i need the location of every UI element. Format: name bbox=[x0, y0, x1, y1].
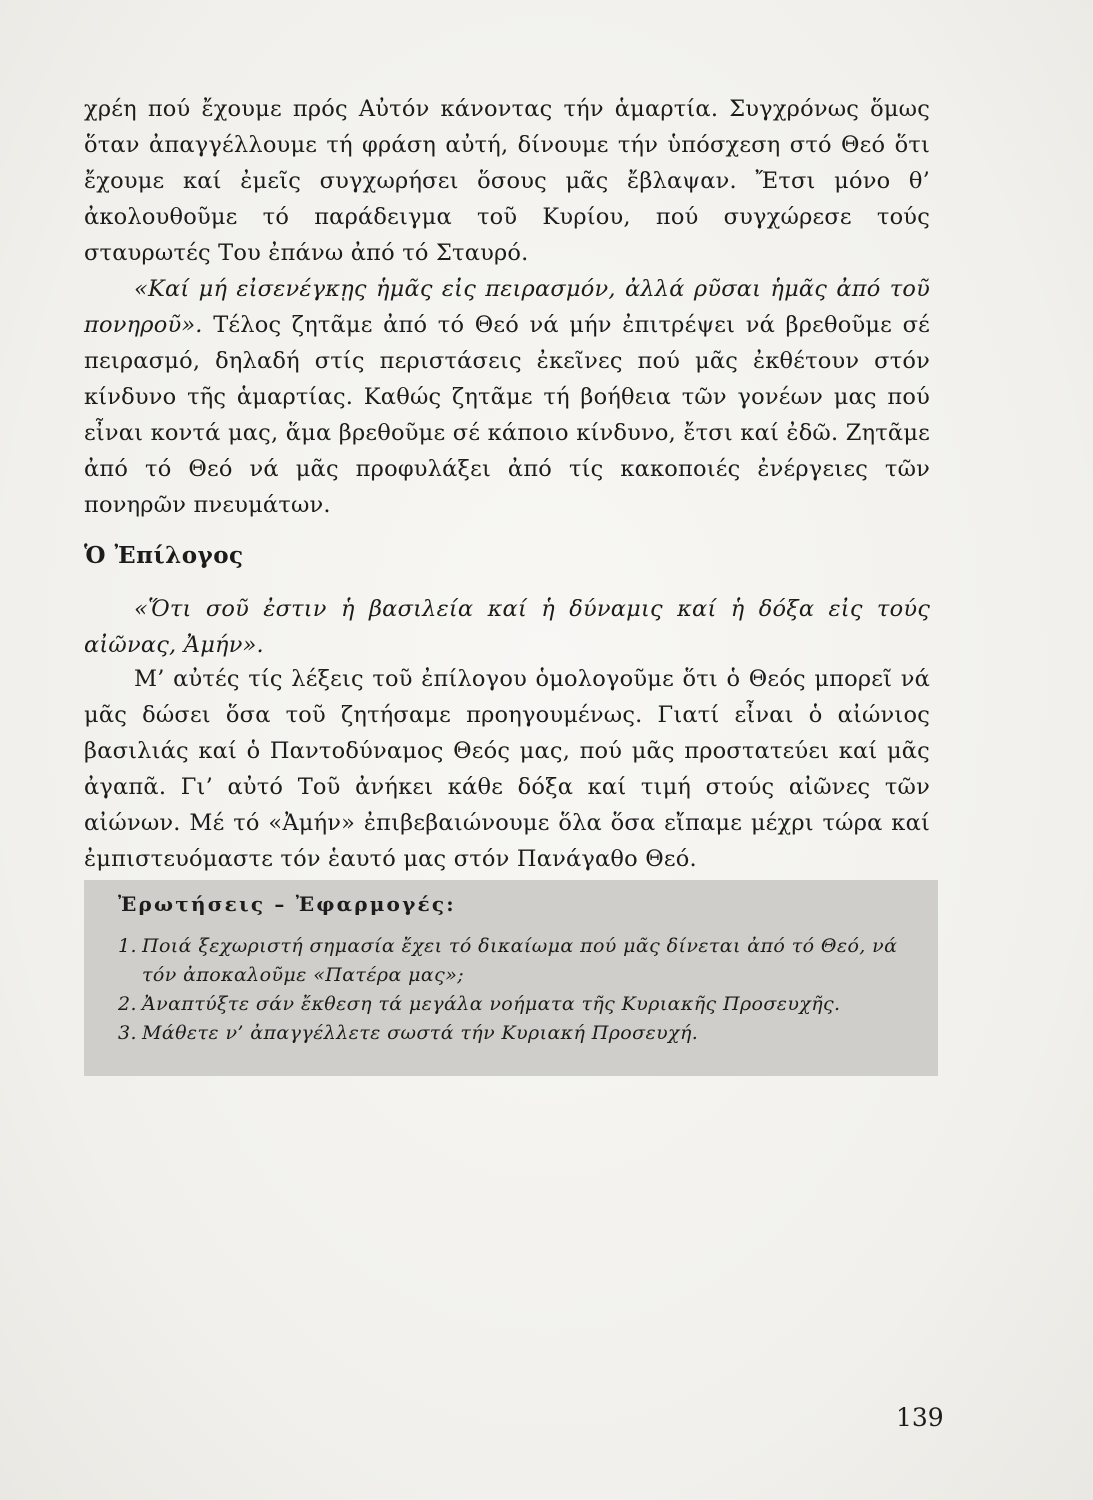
body-paragraph-1 bbox=[84, 91, 930, 271]
page-number: 139 bbox=[896, 1403, 944, 1432]
epilogue-text: Μ’ αὐτές τίς λέξεις τοῦ ἐπίλογου ὁμολογοῦμε ὅτι ὁ Θεός μπορεῖ νά μᾶς δώσει ὅσα τοῦ ζητήσαμε προηγουμένως. Γιατί εἶναι ὁ αἰώνιος βασιλιάς καί ὁ Παντοδύναμος Θεός μας, πού μᾶς προστατεύει καί μᾶς ἀγαπᾶ. Γι’ αὐτό Τοῦ ἀνήκει κάθε δόξα καί τιμή στούς αἰῶνες τῶν αἰώνων. Μέ τό «Ἀμήν» ἐπιβεβαιώνουμε ὅλα ὅσα εἴπαμε μέχρι τώρα καί ἐμπιστευόμαστε τόν ἑαυτό μας στόν Πανάγαθο Θεό. bbox=[84, 666, 930, 872]
paragraph-with-quote bbox=[84, 271, 930, 523]
questions-box bbox=[84, 880, 938, 1076]
question-item bbox=[118, 990, 918, 1019]
body-paragraph-2 bbox=[84, 271, 930, 523]
paragraph-text: χρέη πού ἔχουμε πρός Αὐτόν κάνοντας τήν ἁμαρτία. Συγχρόνως ὅμως ὅταν ἀπαγγέλλουμε τή φράση αὐτή, δίνουμε τήν ὑπόσχεση στό Θεό ὅτι ἔχουμε καί ἐμεῖς συγχωρήσει ὅσους μᾶς ἔβλαψαν. Ἔτσι μόνο θ’ ἀκολουθοῦμε τό παράδειγμα τοῦ Κυρίου, πού συγχώρεσε τούς σταυρωτές Του ἐπάνω ἀπό τό Σταυρό. bbox=[84, 96, 930, 266]
prayer-quote: «Καί μή εἰσενέγκῃς ἡμᾶς εἰς πειρασμόν, ἀλλά ρῦσαι ἡμᾶς ἀπό τοῦ πονηροῦ». bbox=[84, 276, 930, 338]
epilogue-quote: «Ὅτι σοῦ ἐστιν ἡ βασιλεία καί ἡ δύναμις καί ἡ δόξα εἰς τούς αἰῶνας, Ἀμήν». bbox=[84, 596, 930, 658]
epilogue-paragraph bbox=[84, 661, 930, 877]
question-text: Μάθετε ν’ ἀπαγγέλλετε σωστά τήν Κυριακή Προσευχή. bbox=[142, 1022, 699, 1044]
question-text: Ἀναπτύξτε σάν ἔκθεση τά μεγάλα νοήματα τῆς Κυριακῆς Προσευχῆς. bbox=[142, 993, 841, 1015]
section-heading: Ὁ Ἐπίλογος bbox=[84, 542, 244, 569]
question-number: 2. bbox=[118, 993, 137, 1015]
paragraph-text: Τέλος ζητᾶμε ἀπό τό Θεό νά μήν ἐπιτρέψει νά βρεθοῦμε σέ πειρασμό, δηλαδή στίς περιστάσεις ἐκεῖνες πού μᾶς ἐκθέτουν στόν κίνδυνο τῆς ἁμαρτίας. Καθώς ζητᾶμε τή βοήθεια τῶν γονέων μας πού εἶναι κοντά μας, ἅμα βρεθοῦμε σέ κάποιο κίνδυνο, ἔτσι καί ἐδῶ. Ζητᾶμε ἀπό τό Θεό νά μᾶς προφυλάξει ἀπό τίς κακοποιές ἐνέργειες τῶν πονηρῶν πνευμάτων. bbox=[84, 312, 930, 518]
question-number: 3. bbox=[118, 1022, 137, 1044]
question-item bbox=[118, 1019, 918, 1048]
questions-list bbox=[118, 932, 918, 1048]
question-number: 1. bbox=[118, 935, 137, 957]
question-item bbox=[118, 932, 918, 990]
questions-title: Ἐρωτήσεις – Ἐφαρμογές: bbox=[118, 892, 456, 916]
question-text: Ποιά ξεχωριστή σημασία ἔχει τό δικαίωμα πού μᾶς δίνεται ἀπό τό Θεό, νά τόν ἀποκαλοῦμε «Πατέρα μας»; bbox=[142, 935, 898, 986]
epilogue-quote-block bbox=[84, 591, 930, 663]
